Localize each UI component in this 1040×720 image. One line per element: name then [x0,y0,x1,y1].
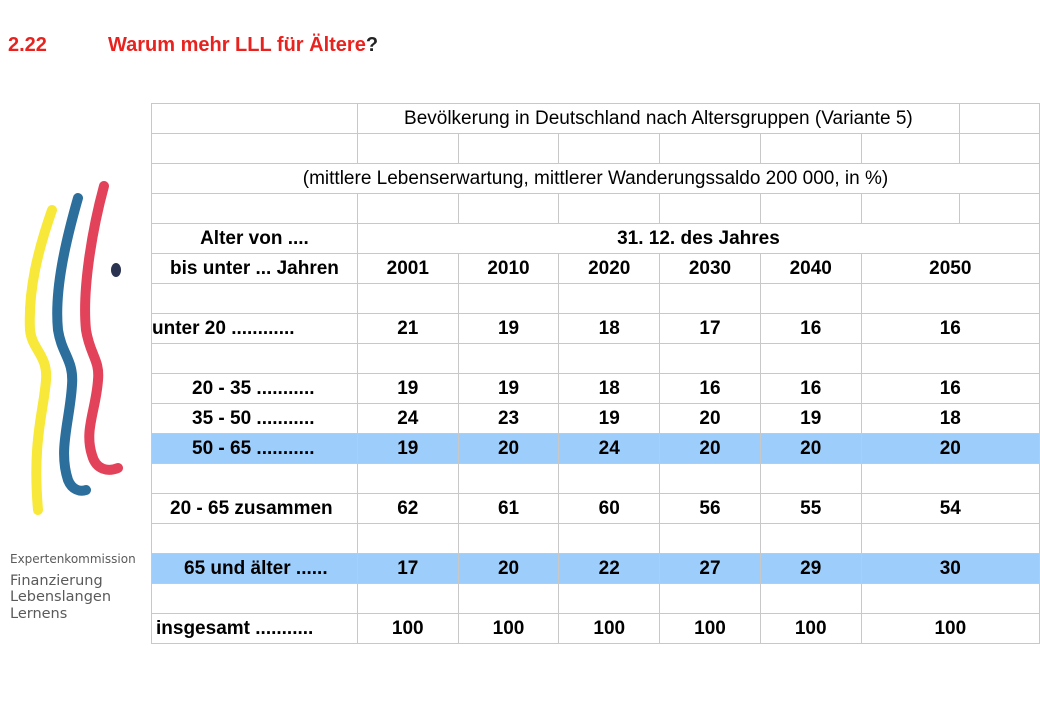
logo-caption-line4: Lernens [10,606,68,623]
population-table [151,103,1040,644]
cell-value: 24 [357,404,458,434]
row-label: 20 - 65 zusammen [152,494,358,524]
cell-value: 19 [760,404,861,434]
logo-red-stroke [85,186,118,470]
table-spacer-row [152,464,1040,494]
table-row-highlighted [152,554,1040,584]
cell-value: 22 [559,554,660,584]
logo-blue-stroke [57,198,86,491]
cell-value: 20 [458,434,559,464]
table-subtitle-row [152,164,1040,194]
row-label: insgesamt ........... [152,614,358,644]
header-age-to: bis unter ... Jahren [152,254,358,284]
table-spacer-row [152,584,1040,614]
cell-value: 16 [861,374,1039,404]
header-age-from: Alter von .... [152,224,358,254]
table-row [152,494,1040,524]
table-row-total [152,614,1040,644]
table-title: Bevölkerung in Deutschland nach Altersgruppen (Variante 5) [357,104,959,134]
cell-value: 27 [660,554,761,584]
slide-heading [8,34,378,57]
cell-value: 19 [458,374,559,404]
cell-value: 29 [760,554,861,584]
cell-value: 16 [760,374,861,404]
heading-text: Warum mehr LLL für Ältere [108,34,366,56]
table-row [152,314,1040,344]
cell-value: 20 [660,434,761,464]
expertenkommission-logo [8,180,138,520]
row-label: 20 - 35 ........... [152,374,358,404]
cell-value: 19 [458,314,559,344]
cell-value: 17 [660,314,761,344]
cell-value: 20 [760,434,861,464]
cell-value: 20 [861,434,1039,464]
cell-value: 19 [357,434,458,464]
year-header: 2040 [760,254,861,284]
table-header-row-2 [152,254,1040,284]
table-subtitle: (mittlere Lebenserwartung, mittlerer Wanderungssaldo 200 000, in %) [152,164,1040,194]
table-row-highlighted [152,434,1040,464]
cell-value: 100 [861,614,1039,644]
cell-value: 20 [458,554,559,584]
cell-value: 62 [357,494,458,524]
year-header: 2001 [357,254,458,284]
table-header-row-1 [152,224,1040,254]
logo-caption [10,553,136,623]
cell-value: 24 [559,434,660,464]
year-header: 2010 [458,254,559,284]
heading-number: 2.22 [8,34,47,56]
year-header: 2020 [559,254,660,284]
cell-value: 18 [559,374,660,404]
table-row [152,374,1040,404]
cell-value: 18 [861,404,1039,434]
cell-value: 19 [357,374,458,404]
heading-qmark: ? [365,34,379,56]
cell-value: 61 [458,494,559,524]
cell-value: 19 [559,404,660,434]
cell-value: 16 [760,314,861,344]
cell-value: 18 [559,314,660,344]
cell-value: 100 [559,614,660,644]
cell-value: 16 [660,374,761,404]
cell-value: 56 [660,494,761,524]
logo-dot [111,263,121,277]
cell-value: 23 [458,404,559,434]
year-header: 2050 [861,254,1039,284]
table-spacer-row [152,284,1040,314]
logo-caption-line3: Lebenslangen [10,589,112,606]
row-label: 35 - 50 ........... [152,404,358,434]
row-label: 50 - 65 ........... [152,434,358,464]
table-title-row [152,104,1040,134]
header-year-end: 31. 12. des Jahres [357,224,1039,254]
cell-value: 21 [357,314,458,344]
cell-value: 55 [760,494,861,524]
table-spacer-row [152,344,1040,374]
cell-value: 16 [861,314,1039,344]
cell-value: 17 [357,554,458,584]
cell-value: 100 [760,614,861,644]
table-spacer-row [152,194,1040,224]
cell-value: 100 [357,614,458,644]
cell-value: 100 [458,614,559,644]
cell-value: 30 [861,554,1039,584]
logo-caption-line1: Expertenkommission [10,552,136,566]
table-row [152,404,1040,434]
table-spacer-row [152,134,1040,164]
row-label: 65 und älter ...... [152,554,358,584]
cell-value: 54 [861,494,1039,524]
table-spacer-row [152,524,1040,554]
cell-value: 20 [660,404,761,434]
row-label: unter 20 ............ [152,314,358,344]
cell-value: 60 [559,494,660,524]
logo-caption-line2: Finanzierung [10,572,103,589]
logo-yellow-stroke [30,210,52,510]
year-header: 2030 [660,254,761,284]
cell-value: 100 [660,614,761,644]
